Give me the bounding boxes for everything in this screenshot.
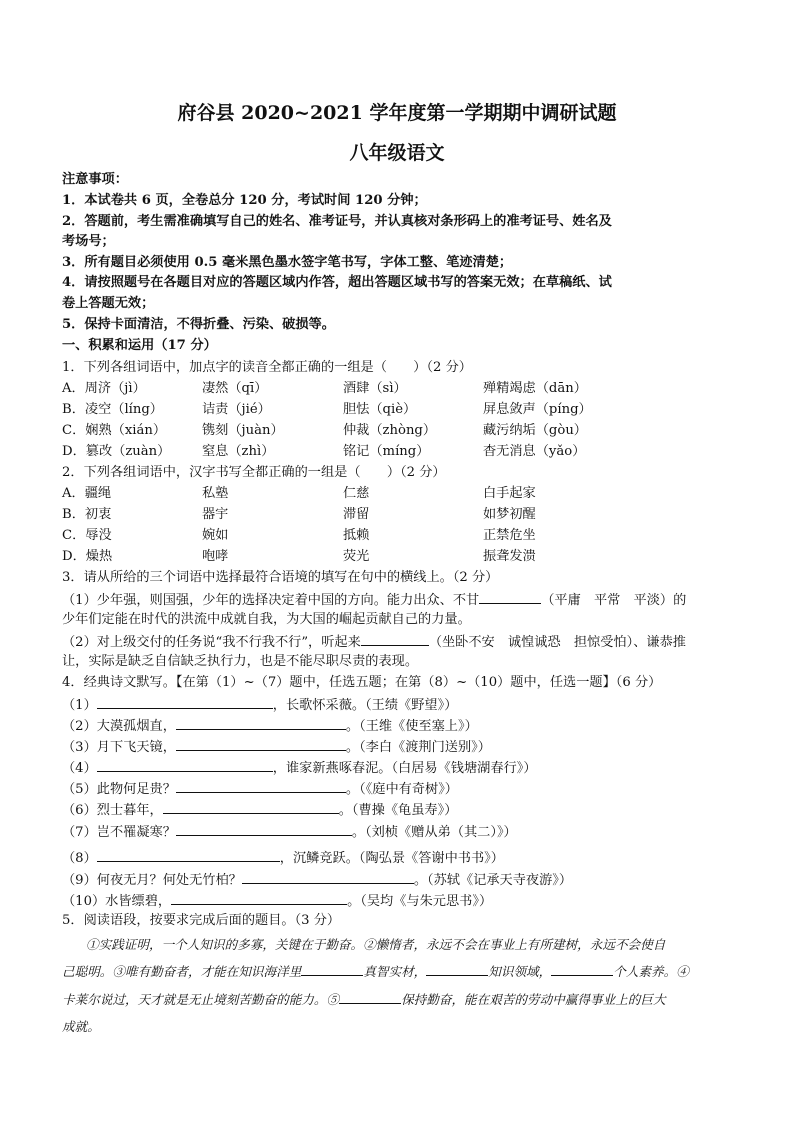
answer-blank[interactable] bbox=[176, 715, 346, 730]
answer-blank[interactable] bbox=[301, 961, 363, 976]
q3-part1-line1: （1）少年强，则国强，少年的选择决定着中国的方向。能力出众、不甘 （平庸 平常 平淡）的 bbox=[62, 589, 734, 611]
answer-blank[interactable] bbox=[97, 694, 273, 709]
q3-part2-line1: （2）对上级交付的任务说“我不行我不行”，听起来 （坐卧不安 诚惶诚恐 担惊受怕）、谦恭推 bbox=[62, 631, 734, 653]
q5-passage-line4: 成就。 bbox=[62, 1019, 100, 1034]
q4-stem: 4．经典诗文默写。【在第（1）~（7）题中，任选五题；在第（8）~（10）题中，任选一题】（6 分） bbox=[62, 675, 662, 690]
q4-item-10: （10）水皆缥碧， 。（吴均《与朱元思书》） bbox=[62, 890, 734, 912]
answer-blank[interactable] bbox=[176, 821, 352, 836]
exam-title: 府谷县 2020~2021 学年度第一学期期中调研试题 bbox=[177, 102, 617, 124]
q3-part1-line2: 少年们定能在时代的洪流中成就自我，为大国的崛起贡献自己的力量。 bbox=[62, 612, 471, 627]
note-2b: 考场号； bbox=[62, 234, 115, 249]
q5-passage-line1: ①实践证明，一个人知识的多寡，关键在于勤奋。②懒惰者，永远不会在事业上有所建树，永远不会使自 bbox=[86, 937, 666, 952]
q4-item-2: （2）大漠孤烟直， 。（王维《使至塞上》） bbox=[62, 715, 734, 737]
note-2a: 2．答题前，考生需准确填写自己的姓名、准考证号，并认真核对条形码上的准考证号、姓名及 bbox=[62, 214, 612, 229]
answer-blank[interactable] bbox=[176, 736, 346, 751]
q4-item-6: （6）烈士暮年， 。（曹操《龟虽寿》） bbox=[62, 799, 734, 821]
q3-stem: 3．请从所给的三个词语中选择最符合语境的填写在句中的横线上。（2 分） bbox=[62, 570, 499, 585]
answer-blank[interactable] bbox=[97, 847, 280, 862]
section-heading: 一、积累和运用（17 分） bbox=[62, 338, 217, 353]
q4-item-1: （1） ，长歌怀采薇。（王绩《野望》） bbox=[62, 694, 734, 716]
answer-blank[interactable] bbox=[97, 757, 273, 772]
answer-blank[interactable] bbox=[361, 631, 429, 646]
q3-part2-line2: 让，实际是缺乏自信缺乏执行力，也是不能尽职尽责的表现。 bbox=[62, 654, 419, 669]
q4-item-3: （3）月下飞天镜， 。（李白《渡荆门送别》） bbox=[62, 736, 734, 758]
answer-blank[interactable] bbox=[479, 589, 541, 604]
exam-subject: 八年级语文 bbox=[349, 142, 445, 164]
answer-blank[interactable] bbox=[242, 869, 414, 884]
answer-blank[interactable] bbox=[551, 961, 613, 976]
q1-stem: 1．下列各组词语中，加点字的读音全都正确的一组是（ ）（2 分） bbox=[62, 360, 472, 375]
answer-blank[interactable] bbox=[339, 989, 401, 1004]
note-4b: 卷上答题无效； bbox=[62, 296, 155, 311]
notes-heading: 注意事项： bbox=[62, 172, 128, 187]
q4-item-5: （5）此物何足贵？ 。（《庭中有奇树》） bbox=[62, 778, 734, 800]
q4-item-8: （8） ，沉鳞竞跃。（陶弘景《答谢中书书》） bbox=[62, 847, 734, 869]
answer-blank[interactable] bbox=[163, 799, 339, 814]
q4-item-9: （9）何夜无月？何处无竹柏？ 。（苏轼《记承天寺夜游》） bbox=[62, 869, 734, 891]
q5-passage-line3: 卡莱尔说过，天才就是无止境刻苦勤奋的能力。⑤ 保持勤奋，能在艰苦的劳动中赢得事业上的巨大 bbox=[62, 988, 734, 1011]
note-5: 5．保持卡面清洁，不得折叠、污染、破损等。 bbox=[62, 317, 335, 332]
answer-blank[interactable] bbox=[426, 961, 488, 976]
answer-blank[interactable] bbox=[171, 890, 347, 905]
q4-item-4: （4） ，谁家新燕啄春泥。（白居易《钱塘湖春行》） bbox=[62, 757, 734, 779]
q2-stem: 2．下列各组词语中，汉字书写全都正确的一组是（ ）（2 分） bbox=[62, 465, 446, 480]
note-1: 1．本试卷共 6 页，全卷总分 120 分，考试时间 120 分钟； bbox=[62, 193, 427, 208]
q5-stem: 5．阅读语段，按要求完成后面的题目。（3 分） bbox=[62, 913, 341, 928]
note-4a: 4．请按照题号在各题目对应的答题区域内作答，超出答题区域书写的答案无效；在草稿纸、试 bbox=[62, 275, 612, 290]
q4-item-7: （7）岂不罹凝寒？ 。（刘桢《赠从弟（其二）》） bbox=[62, 821, 734, 843]
note-3: 3．所有题目必须使用 0.5 毫米黑色墨水签字笔书写，字体工整、笔迹清楚； bbox=[62, 255, 513, 270]
q5-passage-line2: 己聪明。③唯有勤奋者，才能在知识海洋里 真智实材， 知识领域， 个人素养。④ bbox=[62, 960, 734, 983]
answer-blank[interactable] bbox=[176, 778, 346, 793]
exam-page: 府谷县 2020~2021 学年度第一学期期中调研试题 八年级语文 注意事项： 1．本试卷共 6 页，全卷总分 120 分，考试时间 120 分钟； 2．答题前，考生需准确填写自己的姓名、准考证号，并认真核对条形码上的准考证号、姓名及 考场号； 3．所有题目必须使用 0.5 毫米黑色墨水签字笔书写，字体工整、笔迹清楚； 4．请按照题号在各题目对应的答题区域内作答，超出答题区域书写的答案无效；在草稿纸、试 卷上答题无效； 5．保持卡面清洁，不得折叠、污染、破损等。 一、积累和运用（17 分） 1．下列各组词语中，加点字的读音全都正确的一组是（ ）（2 分） A．周济（jì） 凄然（qī） 酒肆（sì） 殚精竭虑（dān） B．凌空（líng） 诘责（jié） 胆怯（qiè） 屏息敛声（píng） C．娴熟（xián） 镌刻（juàn） 仲裁（zhòng） 藏污纳垢（gòu） D．篡改（zuàn） 窒息（zhì） 铭记（míng） 杳无消息（yǎo） 2．下列各组词语中，汉字书写全都正确的一组是（ ）（2 分） A．疆绳 私塾 仁慈 白手起家 B．初衷 器宇 滞留 如梦初醒 C．辱没 婉如 抵赖 正禁危坐 D．燥热 咆哮 荧光 振聋发溃 3．请从所给的三个词语中选择最符合语境的填写在句中的横线上。（2 分） （1）少年强，则国强，少年的选择决定着中国的方向。能力出众、不甘 （平庸 平常 平淡）的 少年们定能在时代的洪流中成就自我，为大国的崛起贡献自己的力量。 （2）对上级交付的任务说“我不行我不行”，听起来 （坐卧不安 诚惶诚恐 担惊受怕）、谦恭推 让，实际是缺乏自信缺乏执行力，也是不能尽职尽责的表现。 4．经典诗文默写。【在第（1）~（7）题中，任选五题；在第（8）~（10）题中，任选一题】（6 分） （1） ，长歌怀采薇。（王绩《野望》） （2）大漠孤烟直， 。（王维《使至塞上》） （3）月下飞天镜， 。（李白《渡荆门送别》） （4） ，谁家新燕啄春泥。（白居易《钱塘湖春行》） （5）此物何足贵？ 。（《庭中有奇树》） （6）烈士暮年， 。（曹操《龟虽寿》） （7）岂不罹凝寒？ 。（刘桢《赠从弟（其二）》） （8） ，沉鳞竞跃。（陶弘景《答谢中书书》） （9）何夜无月？何处无竹柏？ 。（苏轼《记承天寺夜游》） （10）水皆缥碧， 。（吴均《与朱元思书》） 5．阅读语段，按要求完成后面的题目。（3 分） ①实践证明，一个人知识的多寡，关键在于勤奋。②懒惰者，永远不会在事业上有所建树，永远不会使自 己聪明。③唯有勤奋者，才能在知识海洋里 真智实材， 知识领域， 个人素养。④ 卡莱尔说过，天才就是无止境刻苦勤奋的能力。⑤ 保持勤奋，能在艰苦的劳动中赢得事业上的巨大 成就。 bbox=[0, 0, 794, 1123]
